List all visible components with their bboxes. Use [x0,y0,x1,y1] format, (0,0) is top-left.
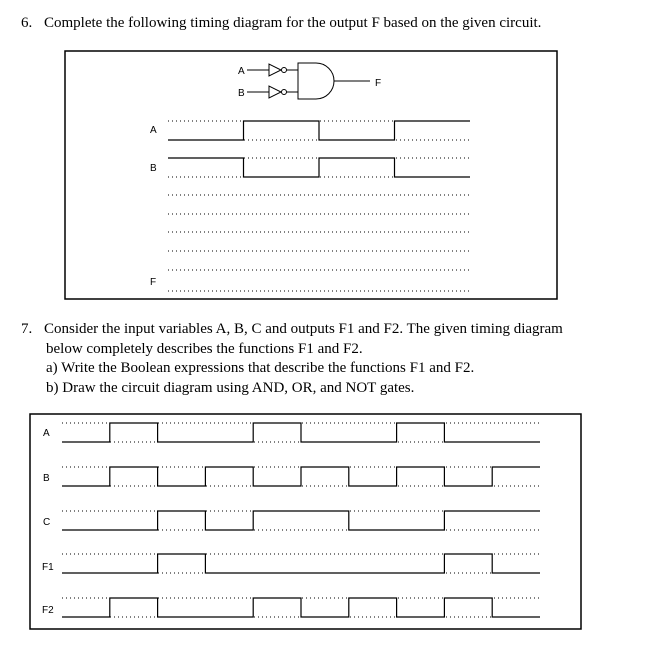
q6-empty-answer-lines [168,195,470,270]
q6-question: Complete the following timing diagram for the output F based on the given circuit. [44,15,542,31]
q7-wave-c-trace [62,511,540,530]
q7-wave-f2-trace [62,598,540,617]
q6-signal-label-a: A [150,125,157,136]
q6-circuit [238,63,381,99]
q7-number: 7. [21,321,33,337]
not-gate-b-icon [269,86,281,98]
q7-question-line1: Consider the input variables A, B, C and outputs F1 and F2. The given timing diagram [44,321,563,337]
q7-signal-label-f2: F2 [42,605,54,616]
q7-part-a: a) Write the Boolean expressions that describe the functions F1 and F2. [46,360,475,376]
q7-wave-b [62,467,540,486]
q7-wave-b-trace [62,467,540,486]
q7-signal-label-f1: F1 [42,562,54,573]
q7-waveforms [62,423,540,617]
and-gate-icon [298,63,334,99]
q7-signal-label-c: C [43,517,51,528]
q7-wave-f1-trace [62,554,540,573]
q6-diagram-frame [65,51,557,299]
q6-circuit-label-a: A [238,66,245,77]
q6-signal-label-b: B [150,163,157,174]
q7-wave-c [62,511,540,530]
q7-part-b: b) Draw the circuit diagram using AND, OR, and NOT gates. [46,380,415,396]
q7-wave-f1 [62,554,540,573]
q7-diagram-frame [30,414,581,629]
q7-wave-a [62,423,540,442]
q6-wave-a [168,121,470,140]
q6-number: 6. [21,15,33,31]
q7-signal-label-b: B [43,473,50,484]
q6-circuit-label-f: F [375,78,382,89]
q6-wave-a-trace [168,121,470,140]
q7-wave-a-trace [62,423,540,442]
q6-wave-b-trace [168,158,470,177]
q6-wave-b [168,158,470,177]
q7-wave-f2 [62,598,540,617]
q6-circuit-label-b: B [238,88,245,99]
not-gate-a-icon [269,64,281,76]
q7-question-line2: below completely describes the functions F1 and F2. [46,341,363,357]
q6-waveforms [168,121,470,291]
q7-signal-label-a: A [43,428,50,439]
q6-signal-label-f: F [150,277,157,288]
